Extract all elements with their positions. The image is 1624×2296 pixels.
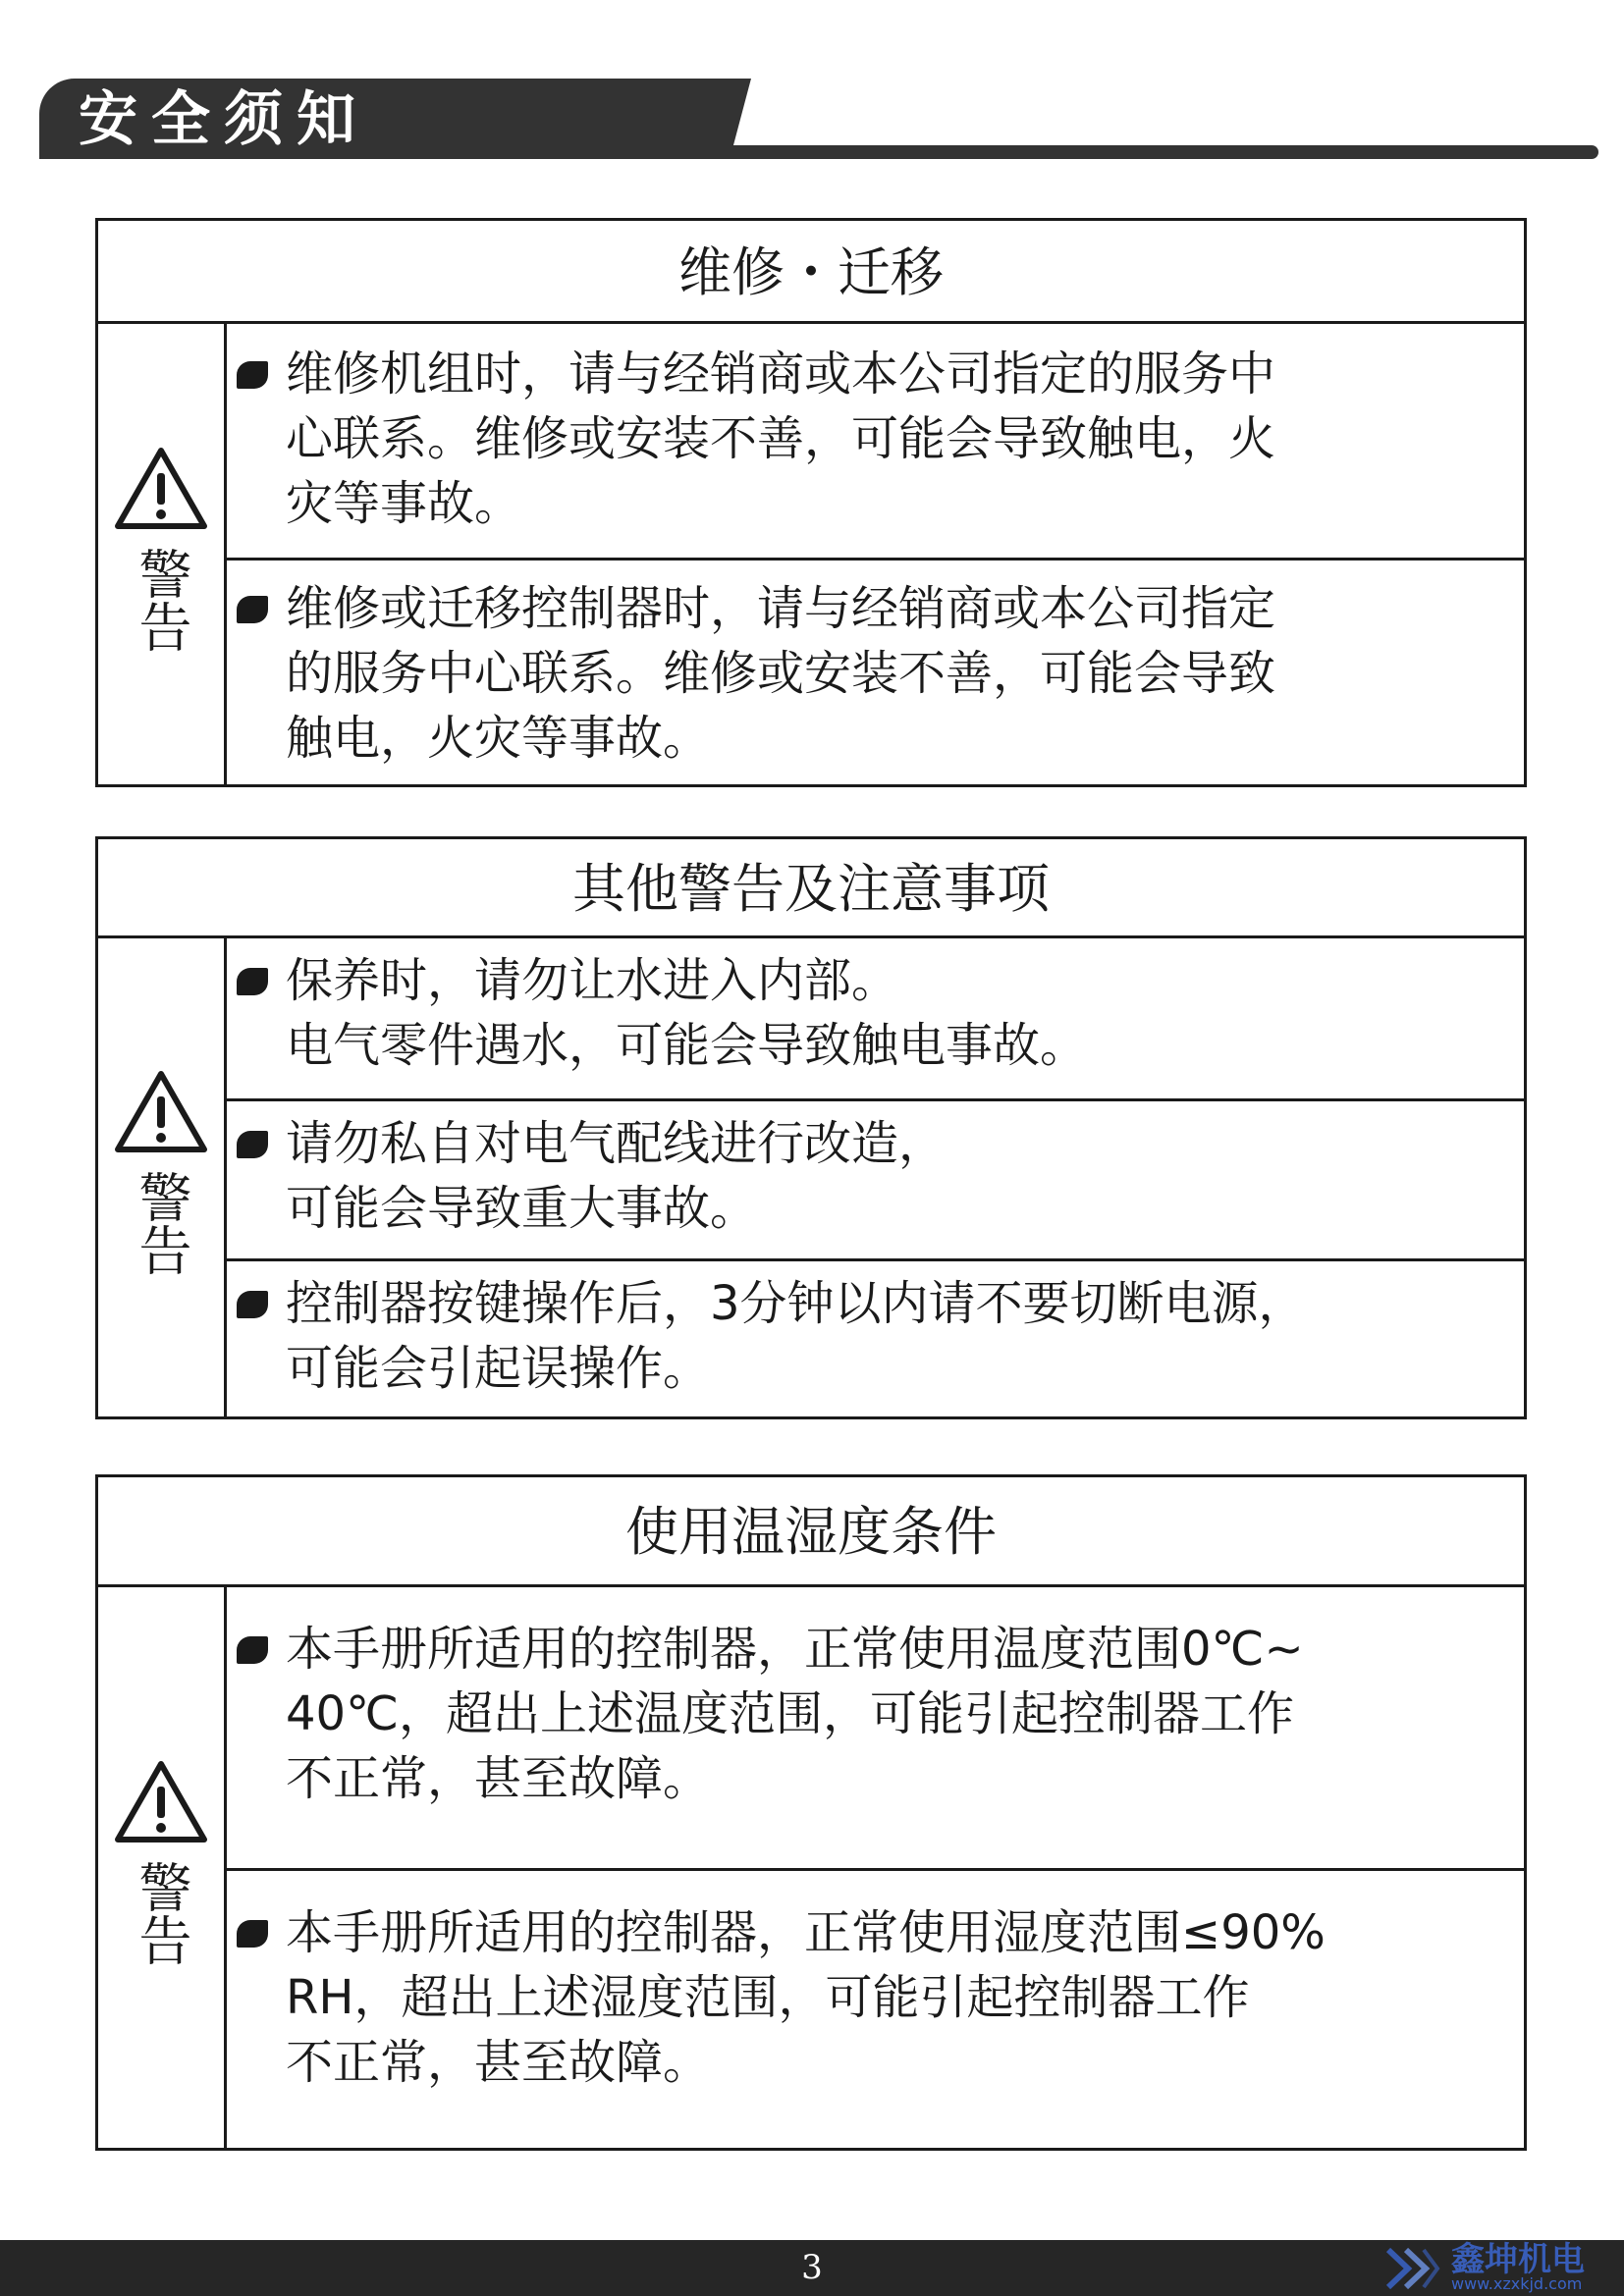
watermark-logo-icon [1384, 2246, 1441, 2291]
item-text: 本手册所适用的控制器，正常使用温度范围0℃~ 40℃，超出上述温度范围，可能引起控制器工作 不正常，甚至故障。 [286, 1622, 1304, 1806]
warning-column [98, 938, 227, 1416]
list-item [227, 1868, 1524, 2148]
bullet-icon [237, 596, 268, 623]
section-title: 其他警告及注意事项 [98, 839, 1524, 938]
item-text: 维修或迁移控制器时，请与经销商或本公司指定 的服务中心联系。维修或安装不善，可能会导致 触电，火灾等事故。 [286, 581, 1276, 766]
bullet-icon [237, 1920, 268, 1948]
list-item [227, 324, 1524, 558]
section-repair-relocation [95, 218, 1527, 787]
warning-triangle-icon [114, 1759, 208, 1843]
item-text: 维修机组时，请与经销商或本公司指定的服务中 心联系。维修或安装不善，可能会导致触电，火 灾等事故。 [286, 347, 1276, 531]
item-text: 控制器按键操作后，3分钟以内请不要切断电源， 可能会引起误操作。 [286, 1276, 1306, 1396]
bullet-icon [237, 968, 268, 995]
page-number: 3 [801, 2248, 823, 2287]
section-title: 维修・迁移 [98, 221, 1524, 324]
item-text: 保养时，请勿让水进入内部。 电气零件遇水，可能会导致触电事故。 [286, 953, 1088, 1073]
warning-triangle-icon [114, 1069, 208, 1153]
item-text: 本手册所适用的控制器，正常使用湿度范围≤90% RH，超出上述湿度范围，可能引起控制器工作 不正常，甚至故障。 [286, 1905, 1326, 2090]
bullet-icon [237, 1131, 268, 1158]
watermark-name: 鑫坤机电 [1451, 2240, 1585, 2279]
section-other-warnings [95, 836, 1527, 1419]
list-item [227, 1098, 1524, 1258]
item-text: 请勿私自对电气配线进行改造， 可能会导致重大事故。 [286, 1116, 947, 1236]
warning-column [98, 324, 227, 784]
section-title: 使用温湿度条件 [98, 1477, 1524, 1587]
section-body [98, 324, 1524, 784]
section-temperature-humidity [95, 1474, 1527, 2151]
list-item [227, 938, 1524, 1098]
list-item [227, 1258, 1524, 1416]
bullet-icon [237, 361, 268, 389]
warning-label: 警告 [131, 1169, 192, 1276]
page-title: 安全须知 [79, 85, 369, 154]
list-item [227, 1587, 1524, 1868]
header-rule [727, 145, 1598, 159]
section-body [98, 1587, 1524, 2148]
bullet-icon [237, 1291, 268, 1318]
warning-label: 警告 [131, 546, 192, 653]
section-body [98, 938, 1524, 1416]
watermark-url: www.xzxkjd.com [1451, 2274, 1583, 2293]
bullet-icon [237, 1636, 268, 1664]
warning-label: 警告 [131, 1859, 192, 1966]
list-item [227, 558, 1524, 784]
warning-column [98, 1587, 227, 2148]
warning-triangle-icon [114, 446, 208, 530]
